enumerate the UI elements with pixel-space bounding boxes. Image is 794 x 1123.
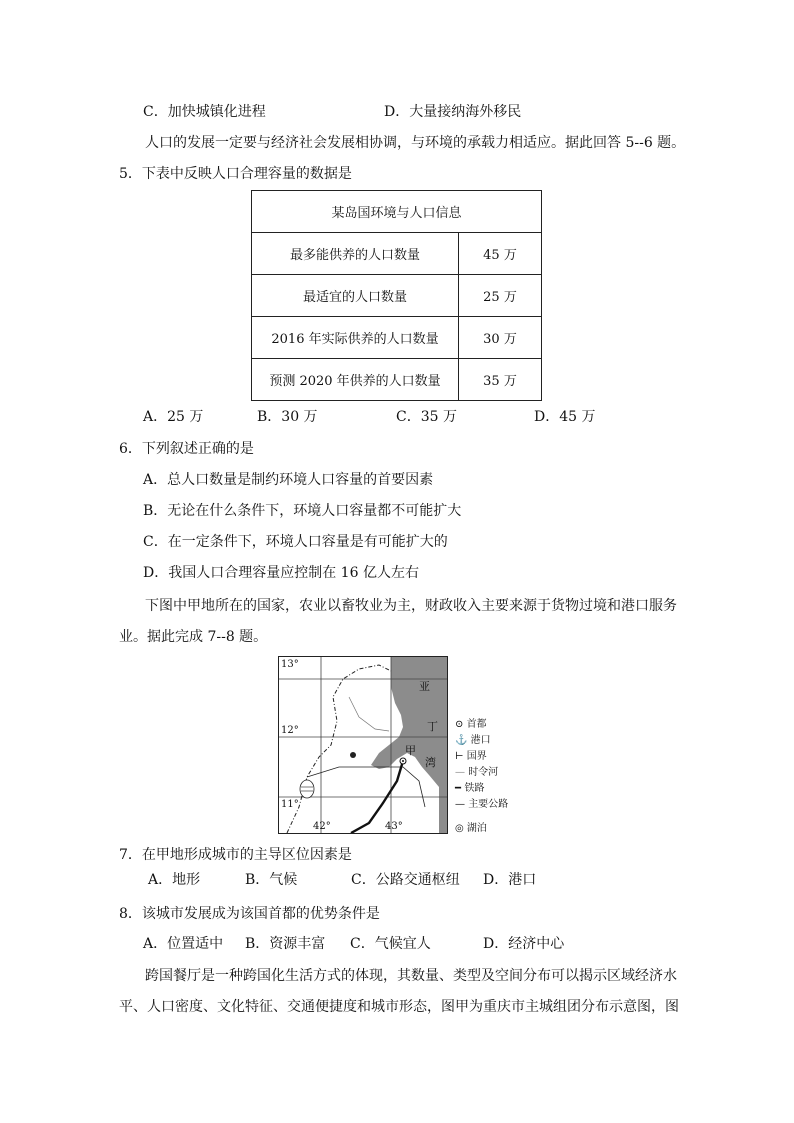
q5-option-b: B．30 万 — [257, 409, 318, 425]
q8-option-c: C．气候宜人 — [350, 936, 431, 952]
q5-option-d: D．45 万 — [534, 409, 596, 425]
legend-item-lake — [455, 822, 487, 836]
q7-option-b: B．气候 — [245, 872, 298, 888]
q6-option-b: B．无论在什么条件下，环境人口容量都不可能扩大 — [143, 503, 462, 519]
legend-label: 国界 — [466, 751, 487, 762]
q4-option-d: D．大量接纳海外移民 — [384, 104, 522, 120]
table-cell-value: 30 万 — [459, 317, 542, 359]
seasonal-river — [349, 697, 389, 731]
legend-item-seasonal-river — [455, 766, 498, 780]
q7-option-d: D．港口 — [483, 872, 537, 888]
q4-option-c: C．加快城镇化进程 — [143, 104, 266, 120]
q5-stem: 5．下表中反映人口合理容量的数据是 — [119, 166, 352, 182]
table-cell-value: 45 万 — [459, 233, 542, 275]
capital-icon: ⊙ — [455, 719, 467, 730]
q6-stem: 6．下列叙述正确的是 — [119, 441, 254, 457]
table-cell-value: 25 万 — [459, 275, 542, 317]
q8-option-b: B．资源丰富 — [245, 936, 326, 952]
legend-item-railway — [455, 782, 485, 796]
table-row — [252, 275, 542, 317]
legend-label: 主要公路 — [468, 799, 509, 810]
lon-label-43: 43° — [385, 821, 403, 832]
population-info-table — [251, 190, 542, 401]
q5-option-c: C．35 万 — [396, 409, 457, 425]
legend-item-border — [455, 750, 487, 764]
place-label-jia: 甲 — [405, 744, 416, 757]
lon-label-42: 42° — [313, 821, 331, 832]
intro-7-8-line2: 业。据此完成 7--8 题。 — [119, 629, 268, 645]
q6-option-a: A．总人口数量是制约环境人口容量的首要因素 — [143, 472, 434, 488]
table-cell-value: 35 万 — [459, 359, 542, 401]
q6-option-d: D．我国人口合理容量应控制在 16 亿人左右 — [143, 565, 419, 581]
river-line-icon: — — [455, 767, 469, 778]
legend-item-capital — [455, 718, 487, 732]
small-lake — [350, 752, 356, 758]
lat-label-11: 11° — [281, 799, 299, 810]
table-row — [252, 191, 542, 233]
place-label-wan: 湾 — [425, 756, 436, 769]
intro-next-line2: 平、人口密度、文化特征、交通便捷度和城市形态，图甲为重庆市主城组团分布示意图，图 — [119, 999, 679, 1015]
q8-option-a: A．位置适中 — [143, 936, 224, 952]
intro-7-8-line1: 下图中甲地所在的国家，农业以畜牧业为主，财政收入主要来源于货物过境和港口服务 — [145, 598, 677, 614]
q7-option-a: A．地形 — [148, 872, 201, 888]
table-cell-label: 最多能供养的人口数量 — [252, 233, 459, 275]
table-cell-label: 最适宜的人口数量 — [252, 275, 459, 317]
lat-label-13: 13° — [281, 659, 299, 670]
q7-stem: 7．在甲地形成城市的主导区位因素是 — [119, 847, 352, 863]
lake-icon: ◎ — [455, 823, 467, 834]
place-label-ya: 亚 — [419, 680, 430, 693]
q5-option-a: A．25 万 — [143, 409, 204, 425]
legend-label: 港口 — [470, 735, 491, 746]
capital-dot — [402, 760, 404, 762]
legend-item-port — [455, 734, 491, 748]
place-label-ding: 丁 — [427, 720, 438, 733]
table-row — [252, 233, 542, 275]
intro-5-6: 人口的发展一定要与经济社会发展相协调，与环境的承载力相适应。据此回答 5--6 题。 — [145, 135, 686, 151]
table-cell-label: 2016 年实际供养的人口数量 — [252, 317, 459, 359]
legend-label: 首都 — [466, 719, 487, 730]
border-line-icon: ⊢ — [455, 751, 467, 762]
lat-label-12: 12° — [281, 725, 299, 736]
table-row — [252, 359, 542, 401]
q8-stem: 8．该城市发展成为该国首都的优势条件是 — [119, 906, 380, 922]
main-highway — [307, 767, 425, 807]
highway-line-icon: — — [455, 799, 469, 810]
table-row — [252, 317, 542, 359]
table-title: 某岛国环境与人口信息 — [252, 191, 542, 233]
legend-label: 铁路 — [464, 783, 485, 794]
djibouti-map — [278, 656, 448, 834]
national-border — [287, 665, 391, 833]
q7-option-c: C．公路交通枢纽 — [351, 872, 460, 888]
legend-label: 时令河 — [468, 767, 499, 778]
table-cell-label: 预测 2020 年供养的人口数量 — [252, 359, 459, 401]
anchor-icon: ⚓ — [455, 735, 471, 746]
legend-item-highway — [455, 798, 508, 812]
q8-option-d: D．经济中心 — [483, 936, 565, 952]
lake — [300, 780, 314, 798]
q6-option-c: C．在一定条件下，环境人口容量是有可能扩大的 — [143, 534, 448, 550]
legend-label: 湖泊 — [466, 823, 487, 834]
intro-next-line1: 跨国餐厅是一种跨国化生活方式的体现，其数量、类型及空间分布可以揭示区域经济水 — [145, 968, 677, 984]
railway-line-icon: ━ — [455, 783, 465, 794]
